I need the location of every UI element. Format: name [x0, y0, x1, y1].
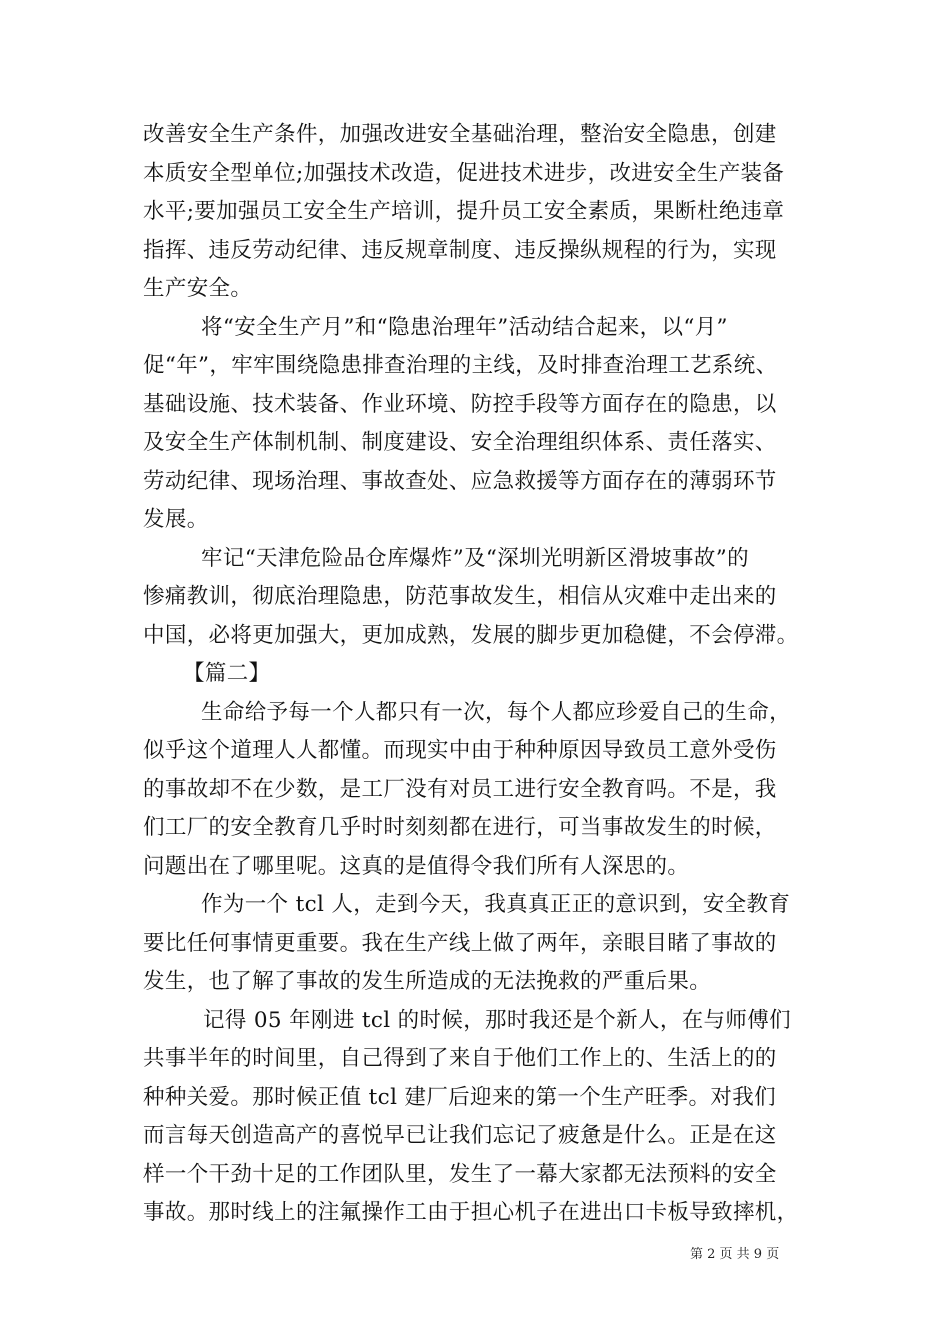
- paragraph-start-line: 作为一个 tcl 人，走到今天，我真真正正的意识到，安全教育: [201, 892, 791, 917]
- page-number-footer: 第 2 页 共 9 页: [690, 1247, 780, 1262]
- text-line: 事故。那时线上的注氟操作工由于担心机子在进出口卡板导致摔机，: [143, 1200, 799, 1225]
- text-line: 问题出在了哪里呢。这真的是值得令我们所有人深思的。: [143, 853, 690, 879]
- text-line: 生产安全。: [143, 276, 253, 301]
- text-line: 促“年”，牢牢围绕隐患排查治理的主线，及时排查治理工艺系统、: [143, 353, 778, 378]
- paragraph-start-line: 记得 05 年刚进 tcl 的时候，那时我还是个新人，在与师傅们: [203, 1007, 791, 1033]
- text-line: 样一个干劲十足的工作团队里，发生了一幕大家都无法预料的安全: [143, 1161, 777, 1187]
- text-line: 基础设施、技术装备、作业环境、防控手段等方面存在的隐患，以: [143, 391, 777, 417]
- text-line: 而言每天创造高产的喜悦早已让我们忘记了疲惫是什么。正是在这: [143, 1123, 777, 1148]
- document-body: [143, 116, 811, 1233]
- text-line: 水平;要加强员工安全生产培训，提升员工安全素质，果断杜绝违章: [143, 199, 785, 224]
- section-heading: 【篇二】: [183, 661, 271, 686]
- paragraph-start-line: 将“安全生产月”和“隐患治理年”活动结合起来，以“月”: [201, 314, 728, 340]
- text-line: 劳动纪律、现场治理、事故查处、应急救援等方面存在的薄弱环节: [143, 468, 777, 494]
- text-line: 种种关爱。那时候正值 tcl 建厂后迎来的第一个生产旺季。对我们: [143, 1084, 776, 1110]
- text-line: 们工厂的安全教育几乎时时刻刻都在进行，可当事故发生的时候，: [143, 815, 777, 840]
- text-line: 似乎这个道理人人都懂。而现实中由于种种原因导致员工意外受伤: [143, 738, 777, 763]
- text-line: 中国，必将更加强大，更加成熟，发展的脚步更加稳健，不会停滞。: [143, 622, 799, 648]
- text-line: 及安全生产体制机制、制度建设、安全治理组织体系、责任落实、: [143, 430, 777, 455]
- text-line: 惨痛教训，彻底治理隐患，防范事故发生，相信从灾难中走出来的: [143, 584, 777, 609]
- paragraph-start-line: 牢记“天津危险品仓库爆炸”及“深圳光明新区滑坡事故”的: [201, 545, 749, 571]
- text-line: 的事故却不在少数，是工厂没有对员工进行安全教育吗。不是，我: [143, 776, 777, 802]
- text-line: 要比任何事情更重要。我在生产线上做了两年，亲眼目睹了事故的: [143, 930, 777, 956]
- text-line: 改善安全生产条件，加强改进安全基础治理，整治安全隐患，创建: [143, 122, 777, 147]
- paragraph-start-line: 生命给予每一个人都只有一次，每个人都应珍爱自己的生命，: [201, 699, 791, 725]
- text-line: 发展。: [143, 507, 209, 532]
- text-line: 本质安全型单位;加强技术改造，促进技术进步，改进安全生产装备: [143, 160, 785, 186]
- text-line: 共事半年的时间里，自己得到了来自于他们工作上的、生活上的的: [143, 1046, 777, 1071]
- text-line: 发生，也了解了事故的发生所造成的无法挽救的严重后果。: [143, 969, 712, 994]
- text-line: 指挥、违反劳动纪律、违反规章制度、违反操纵规程的行为，实现: [143, 237, 777, 263]
